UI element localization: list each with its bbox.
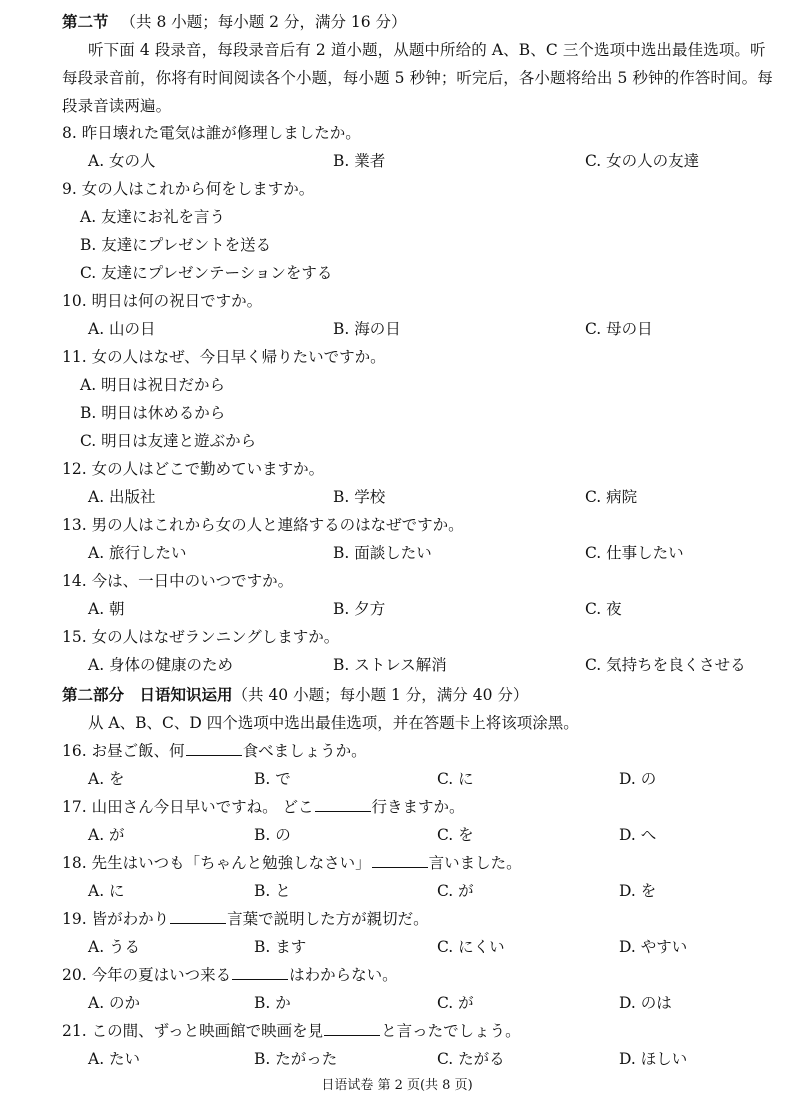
section2-instructions: 听下面 4 段录音，每段录音后有 2 道小题，从题中所给的 A、B、C 三个选项中选出最佳选项。听每段录音前，你将有时间阅读各个小题，每小题 5 秒钟；听完后，各小题将给出 5 秒钟的作答时间。每段录音读两遍。 bbox=[62, 41, 773, 115]
question-stem-after: 食べましょうか。 bbox=[242, 742, 367, 760]
question-text bbox=[62, 964, 774, 986]
question-text: 9. 女の人はこれから何をしますか。 bbox=[62, 180, 315, 198]
answer-option: C. 明日は友達と遊ぶから bbox=[80, 432, 257, 450]
answer-option: C. にくい bbox=[437, 938, 505, 956]
answer-option: C. 女の人の友達 bbox=[585, 152, 700, 170]
answer-option: A. 女の人 bbox=[88, 152, 156, 170]
question-stem-before: 20. 今年の夏はいつ来る bbox=[62, 966, 232, 984]
answer-option: B. 学校 bbox=[333, 488, 386, 506]
answer-option: C. が bbox=[437, 882, 474, 900]
answer-option: D. へ bbox=[619, 826, 657, 844]
answer-option: B. 明日は休めるから bbox=[80, 404, 226, 422]
answer-option: B. 友達にプレゼントを送る bbox=[80, 236, 272, 254]
answer-option: D. の bbox=[619, 770, 657, 788]
question-text bbox=[62, 852, 774, 874]
answer-option: B. ます bbox=[254, 938, 307, 956]
answer-option: B. ストレス解消 bbox=[333, 656, 447, 674]
section2-meta: （共 8 小题；每小题 2 分，满分 16 分） bbox=[120, 13, 407, 31]
question-text bbox=[62, 796, 774, 818]
question-text: 11. 女の人はなぜ、今日早く帰りたいですか。 bbox=[62, 348, 386, 366]
question-text bbox=[62, 908, 774, 930]
answer-option: B. と bbox=[254, 882, 291, 900]
answer-option: B. たがった bbox=[254, 1050, 338, 1068]
answer-option: C. が bbox=[437, 994, 474, 1012]
answer-option: A. うる bbox=[88, 938, 141, 956]
question-stem-after: と言ったでしょう。 bbox=[381, 1022, 521, 1040]
answer-option: B. か bbox=[254, 994, 291, 1012]
answer-option: A. のか bbox=[88, 994, 141, 1012]
answer-option: A. 身体の健康のため bbox=[88, 656, 234, 674]
answer-option: D. やすい bbox=[619, 938, 688, 956]
answer-option: B. 夕方 bbox=[333, 600, 386, 618]
answer-blank bbox=[232, 965, 288, 980]
section2-title: 第二节 bbox=[62, 12, 109, 31]
answer-option: A. 明日は祝日だから bbox=[80, 376, 226, 394]
question-stem-before: 17. 山田さん今日早いですね。 どこ bbox=[62, 798, 314, 816]
answer-option: A. 出版社 bbox=[88, 488, 156, 506]
question-text: 12. 女の人はどこで勤めていますか。 bbox=[62, 460, 325, 478]
answer-option: D. ほしい bbox=[619, 1050, 688, 1068]
question-text: 14. 今は、一日中のいつですか。 bbox=[62, 572, 294, 590]
question-stem-after: 行きますか。 bbox=[371, 798, 465, 816]
answer-option: D. を bbox=[619, 882, 657, 900]
answer-option: C. 仕事したい bbox=[585, 544, 684, 562]
part2-instructions: 从 A、B、C、D 四个选项中选出最佳选项，并在答题卡上将该项涂黑。 bbox=[88, 714, 579, 732]
answer-option: B. の bbox=[254, 826, 291, 844]
question-stem-before: 16. お昼ご飯、何 bbox=[62, 742, 185, 760]
answer-option: C. 気持ちを良くさせる bbox=[585, 656, 746, 674]
page-footer: 日语试卷 第 2 页(共 8 页) bbox=[321, 1078, 473, 1093]
answer-blank bbox=[372, 853, 428, 868]
answer-blank bbox=[170, 909, 226, 924]
answer-option: B. 業者 bbox=[333, 152, 386, 170]
answer-option: A. を bbox=[88, 770, 125, 788]
part2-header bbox=[62, 684, 774, 706]
question-text: 13. 男の人はこれから女の人と連絡するのはなぜですか。 bbox=[62, 516, 464, 534]
answer-option: A. たい bbox=[88, 1050, 141, 1068]
answer-option: A. 山の日 bbox=[88, 320, 156, 338]
section2-header bbox=[62, 11, 774, 33]
question-stem-before: 18. 先生はいつも「ちゃんと勉強しなさい」 bbox=[62, 854, 371, 872]
answer-option: A. 旅行したい bbox=[88, 544, 187, 562]
answer-option: B. 海の日 bbox=[333, 320, 401, 338]
answer-option: C. 母の日 bbox=[585, 320, 653, 338]
answer-option: C. に bbox=[437, 770, 474, 788]
question-stem-before: 21. この間、ずっと映画館で映画を見 bbox=[62, 1022, 324, 1040]
part2-title: 第二部分 日语知识运用 bbox=[62, 685, 233, 704]
question-text bbox=[62, 1020, 774, 1042]
part2-meta: （共 40 小题；每小题 1 分，满分 40 分） bbox=[232, 686, 529, 704]
answer-option: A. が bbox=[88, 826, 125, 844]
answer-option: A. に bbox=[88, 882, 125, 900]
question-text bbox=[62, 740, 774, 762]
answer-option: B. 面談したい bbox=[333, 544, 432, 562]
question-text: 15. 女の人はなぜランニングしますか。 bbox=[62, 628, 340, 646]
question-stem-after: 言葉で説明した方が親切だ。 bbox=[227, 910, 429, 928]
question-stem-after: 言いました。 bbox=[428, 854, 522, 872]
answer-option: C. 夜 bbox=[585, 600, 622, 618]
answer-blank bbox=[186, 741, 242, 756]
answer-blank bbox=[324, 1021, 380, 1036]
question-text: 10. 明日は何の祝日ですか。 bbox=[62, 292, 263, 310]
answer-option: B. で bbox=[254, 770, 291, 788]
answer-option: A. 友達にお礼を言う bbox=[80, 208, 226, 226]
answer-option: C. たがる bbox=[437, 1050, 505, 1068]
answer-option: C. 友達にプレゼンテーションをする bbox=[80, 264, 333, 282]
answer-option: A. 朝 bbox=[88, 600, 125, 618]
answer-option: C. 病院 bbox=[585, 488, 638, 506]
question-stem-after: はわからない。 bbox=[289, 966, 398, 984]
question-text: 8. 昨日壊れた電気は誰が修理しましたか。 bbox=[62, 124, 361, 142]
question-stem-before: 19. 皆がわかり bbox=[62, 910, 170, 928]
answer-option: C. を bbox=[437, 826, 474, 844]
answer-blank bbox=[315, 797, 371, 812]
answer-option: D. のは bbox=[619, 994, 672, 1012]
